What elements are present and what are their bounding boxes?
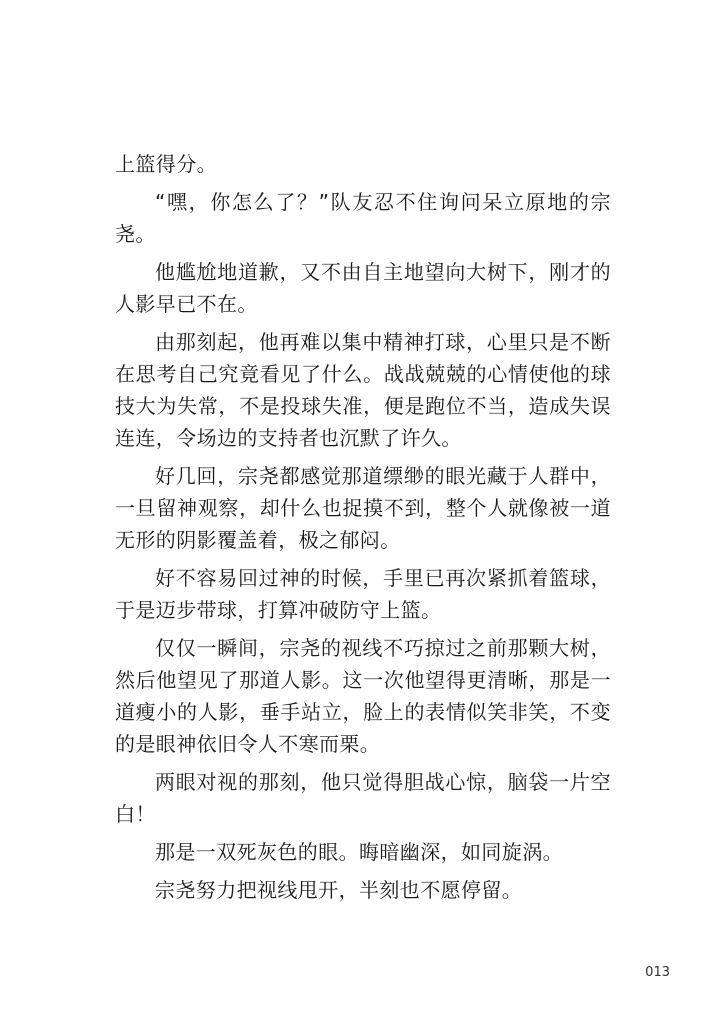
- page-number: 013: [645, 965, 670, 980]
- paragraph-8: 两眼对视的那刻，他只觉得胆战心惊，脑袋一片空白！: [115, 770, 611, 826]
- paragraph-9: 那是一双死灰色的眼。晦暗幽深，如同旋涡。: [155, 840, 563, 864]
- paragraph-10: 宗尧努力把视线甩开，半刻也不愿停留。: [155, 878, 523, 902]
- paragraph-6: 好不容易回过神的时候，手里已再次紧抓着篮球，于是迈步带球，打算冲破防守上篮。: [115, 566, 611, 622]
- paragraph-5: 好几回，宗尧都感觉那道缥缈的眼光藏于人群中，一旦留神观察，却什么也捉摸不到，整个人就像被一道无形的阴影覆盖着，极之郁闷。: [115, 464, 611, 552]
- paragraph-3: 他尴尬地道歉，又不由自主地望向大树下，刚才的人影早已不在。: [115, 260, 611, 316]
- paragraph-1: 上篮得分。: [115, 152, 217, 176]
- body-text: [115, 148, 611, 912]
- paragraph-4: 由那刻起，他再难以集中精神打球，心里只是不断在思考自己究竟看见了什么。战战兢兢的心情使他的球技大为失常，不是投球失准，便是跑位不当，造成失误连连，令场边的支持者也沉默了许久。: [115, 330, 611, 450]
- paragraph-2: “嘿，你怎么了？”队友忍不住询问呆立原地的宗尧。: [115, 190, 611, 246]
- paragraph-7: 仅仅一瞬间，宗尧的视线不巧掠过之前那颗大树，然后他望见了那道人影。这一次他望得更清晰，那是一道瘦小的人影，垂手站立，脸上的表情似笑非笑，不变的是眼神依旧令人不寒而栗。: [115, 636, 611, 756]
